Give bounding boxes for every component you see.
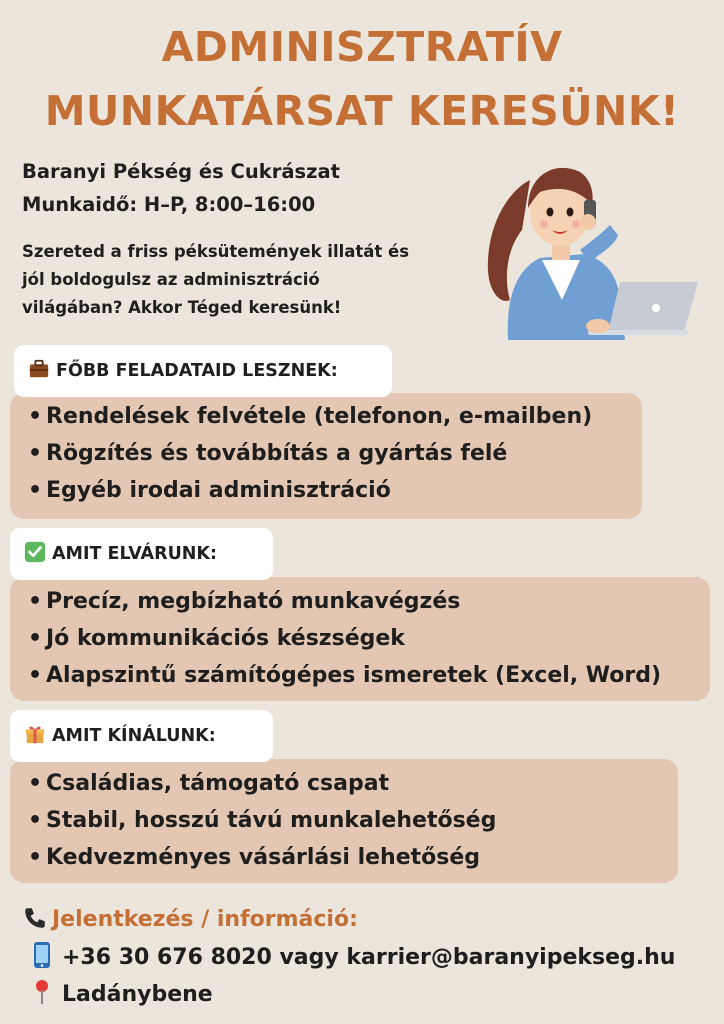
intro-line: Szereted a friss péksütemények illatát és xyxy=(22,242,410,261)
contact-location: Ladánybene xyxy=(30,975,213,1015)
gift-icon xyxy=(24,723,46,745)
list-item: • Precíz, megbízható munkavégzés xyxy=(28,589,461,614)
offer-box xyxy=(10,759,678,883)
list-item: • Jó kommunikációs készségek xyxy=(28,626,405,651)
offer-label: AMIT KÍNÁLUNK: xyxy=(10,710,273,762)
intro-line: világában? Akkor Téged keresünk! xyxy=(22,298,342,317)
location-pin-icon xyxy=(30,978,54,1006)
list-item: • Családias, támogató csapat xyxy=(28,771,390,796)
headline-line-1: ADMINISZTRATÍV xyxy=(161,23,563,71)
requirements-label: AMIT ELVÁRUNK: xyxy=(10,528,273,580)
mobile-phone-icon xyxy=(30,941,54,969)
headline-line-2: MUNKATÁRSAT KERESÜNK! xyxy=(44,87,680,135)
intro-text xyxy=(22,238,472,322)
contact-heading: Jelentkezés / információ: xyxy=(22,900,358,940)
company-name: Baranyi Pékség és Cukrászat xyxy=(22,160,340,183)
list-item: • Rendelések felvétele (telefonon, e-mailben) xyxy=(28,404,593,429)
tasks-label: FŐBB FELADATAID LESZNEK: xyxy=(14,345,392,397)
list-item: • Kedvezményes vásárlási lehetőség xyxy=(28,845,481,870)
phone-icon xyxy=(22,905,48,931)
list-item: • Egyéb irodai adminisztráció xyxy=(28,478,391,503)
tasks-box xyxy=(10,393,642,519)
check-icon xyxy=(24,541,46,563)
list-item: • Alapszintű számítógépes ismeretek (Excel, Word) xyxy=(28,663,662,688)
working-hours: Munkaidő: H–P, 8:00–16:00 xyxy=(22,193,316,216)
requirements-box xyxy=(10,577,710,701)
list-item: • Rögzítés és továbbítás a gyártás felé xyxy=(28,441,508,466)
contact-phone-email: +36 30 676 8020 vagy karrier@baranyipekseg.hu xyxy=(30,938,675,978)
briefcase-icon xyxy=(28,358,50,380)
list-item: • Stabil, hosszú távú munkalehetőség xyxy=(28,808,497,833)
intro-line: jól boldogulsz az adminisztráció xyxy=(22,270,320,289)
office-worker-illustration xyxy=(470,150,710,345)
